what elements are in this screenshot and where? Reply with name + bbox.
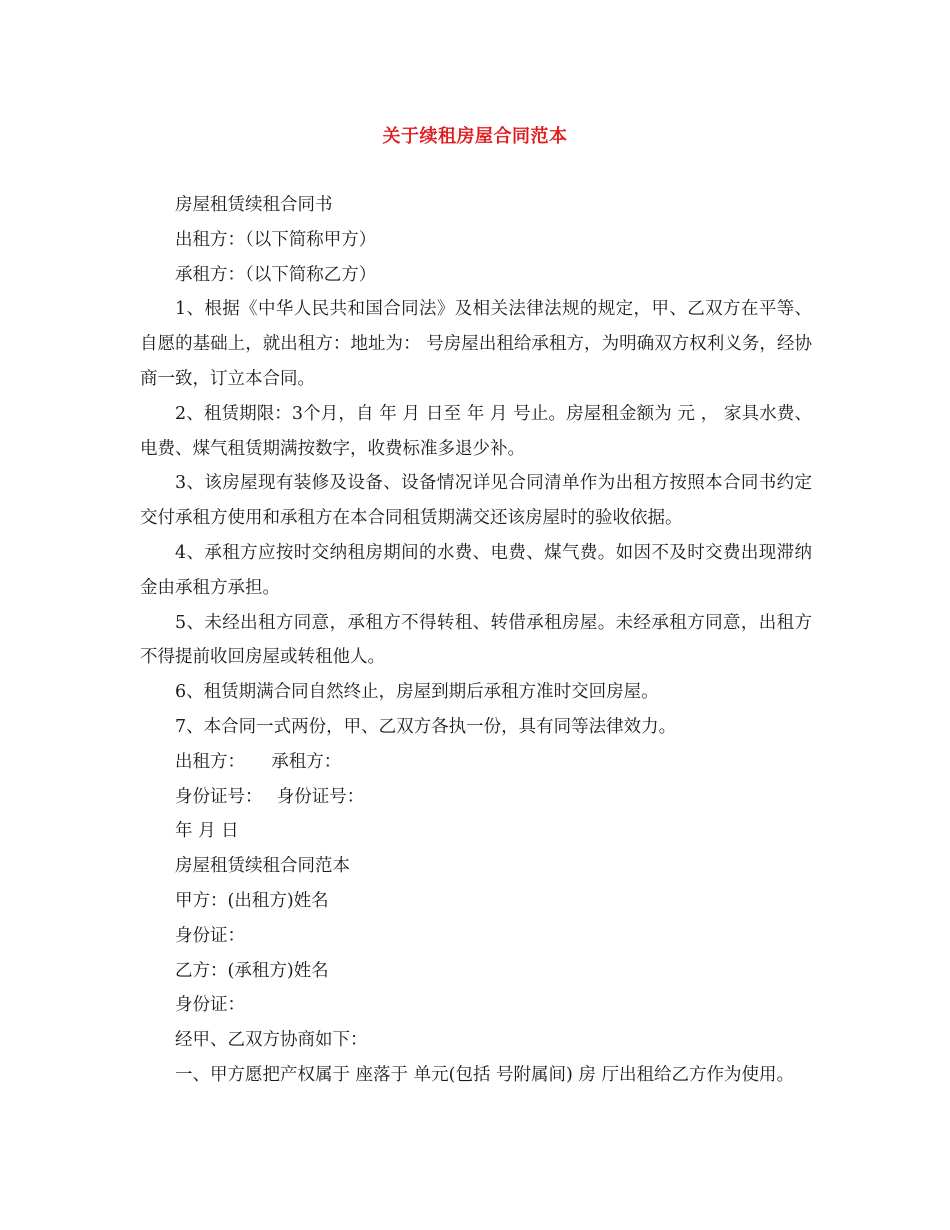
paragraph: 4、承租方应按时交纳租房期间的水费、电费、煤气费。如因不及时交费出现滞纳金由承租方承担。 bbox=[140, 542, 812, 598]
paragraph: 2、租赁期限：3个月，自 年 月 日至 年 月 号止。房屋租金额为 元 ， 家具水费、电费、煤气租赁期满按数字，收费标准多退少补。 bbox=[140, 403, 812, 459]
paragraph: 身份证号： 身份证号： bbox=[175, 786, 365, 807]
paragraph: 出租方：（以下简称甲方） bbox=[175, 229, 377, 250]
paragraph: 6、租赁期满合同自然终止，房屋到期后承租方准时交回房屋。 bbox=[175, 682, 659, 703]
paragraph: 一、甲方愿把产权属于 座落于 单元(包括 号附属间) 房 厅出租给乙方作为使用。 bbox=[175, 1064, 794, 1085]
paragraph: 身份证： bbox=[175, 925, 245, 946]
paragraph: 房屋租赁续租合同范本 bbox=[175, 856, 350, 877]
paragraph: 年 月 日 bbox=[175, 821, 239, 842]
paragraph: 出租方： 承租方： bbox=[175, 751, 342, 772]
paragraph: 甲方：(出租方)姓名 bbox=[175, 890, 329, 911]
paragraph: 5、未经出租方同意，承租方不得转租、转借承租房屋。未经承租方同意，出租方不得提前收回房屋或转租他人。 bbox=[140, 612, 812, 668]
paragraph: 乙方：(承租方)姓名 bbox=[175, 960, 329, 981]
paragraph: 3、该房屋现有装修及设备、设备情况详见合同清单作为出租方按照本合同书约定交付承租方使用和承租方在本合同租赁期满交还该房屋时的验收依据。 bbox=[140, 473, 812, 529]
paragraph: 7、本合同一式两份，甲、乙双方各执一份，具有同等法律效力。 bbox=[175, 716, 677, 737]
paragraph: 1、根据《中华人民共和国合同法》及相关法律法规的规定，甲、乙双方在平等、自愿的基础上，就出租方：地址为： 号房屋出租给承租方，为明确双方权利义务，经协商一致，订立本合同。 bbox=[140, 299, 812, 389]
paragraph: 身份证： bbox=[175, 995, 245, 1016]
paragraph: 经甲、乙双方协商如下： bbox=[175, 1030, 368, 1051]
document-title: 关于续租房屋合同范本 bbox=[382, 126, 568, 147]
document-body bbox=[140, 188, 812, 1093]
paragraph: 房屋租赁续租合同书 bbox=[175, 195, 333, 215]
paragraph: 承租方：（以下简称乙方） bbox=[175, 264, 377, 285]
